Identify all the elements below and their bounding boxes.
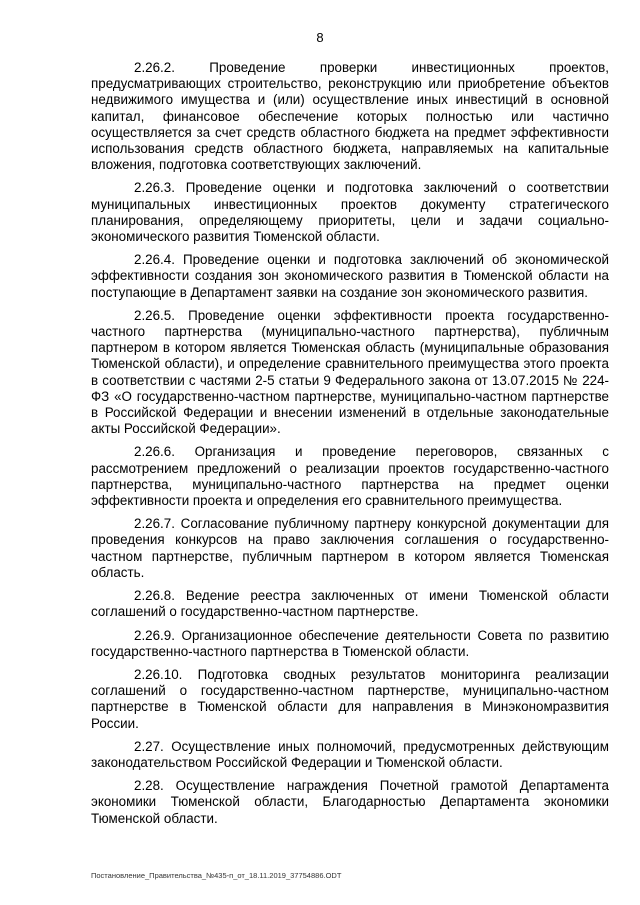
paragraph-2-26-7: 2.26.7. Согласование публичному партнеру конкурсной документации для проведения конкурсов на право заключения соглашения о государственно-частном партнерстве, публичным партнером в котором является Тюменская область. — [91, 516, 609, 580]
paragraph-2-26-8: 2.26.8. Ведение реестра заключенных от имени Тюменской области соглашений о государственно-частном партнерстве. — [91, 588, 609, 620]
paragraph-2-26-5: 2.26.5. Проведение оценки эффективности проекта государственно-частного партнерства (муниципально-частного партнерства), публичным партнером в котором является Тюменская область (муниципальные образования Тюменской области), и определение сравнительного преимущества этого проекта в соответствии с частями 2-5 статьи 9 Федерального закона от 13.07.2015 № 224-ФЗ «О государственно-частном партнерстве, муниципально-частном партнерстве в Российской Федерации и внесении изменений в отдельные законодательные акты Российской Федерации». — [91, 307, 609, 437]
paragraph-2-27: 2.27. Осуществление иных полномочий, предусмотренных действующим законодательством Российской Федерации и Тюменской области. — [91, 738, 609, 770]
page-number: 8 — [316, 30, 324, 45]
paragraph-2-26-3: 2.26.3. Проведение оценки и подготовка заключений о соответствии муниципальных инвестиционных проектов документу стратегического планирования, определяющему приоритеты, цели и задачи социально-экономического развития Тюменской области. — [91, 180, 609, 245]
paragraph-2-26-10: 2.26.10. Подготовка сводных результатов мониторинга реализации соглашений о государственно-частном партнерстве, муниципально-частном партнерстве в Тюменской области для направления в Минэкономразвития России. — [91, 666, 609, 731]
paragraph-2-26-6: 2.26.6. Организация и проведение переговоров, связанных с рассмотрением предложений о реализации проектов государственно-частного партнерства, муниципально-частного партнерства на предмет оценки эффективности проекта и определения его сравнительного преимущества. — [91, 444, 609, 509]
paragraph-2-26-4: 2.26.4. Проведение оценки и подготовка заключений об экономической эффективности создания зон экономического развития в Тюменской области на поступающие в Департамент заявки на создание зон экономического развития. — [91, 252, 609, 300]
paragraph-2-26-2: 2.26.2. Проведение проверки инвестиционных проектов, предусматривающих строительство, реконструкцию или приобретение объектов недвижимого имущества и (или) осуществление иных инвестиций в основной капитал, финансовое обеспечение которых полностью или частично осуществляется за счет средств областного бюджета на предмет эффективности использования средств областного бюджета, направляемых на капитальные вложения, подготовка соответствующих заключений. — [91, 60, 609, 173]
document-footer: Постановление_Правительства_№435-п_от_18.11.2019_37754886.ODT — [91, 871, 342, 880]
paragraph-2-28: 2.28. Осуществление награждения Почетной грамотой Департамента экономики Тюменской области, Благодарностью Департамента экономики Тюменской области. — [91, 778, 609, 826]
document-body — [91, 60, 609, 834]
paragraph-2-26-9: 2.26.9. Организационное обеспечение деятельности Совета по развитию государственно-частного партнерства в Тюменской области. — [91, 627, 609, 659]
